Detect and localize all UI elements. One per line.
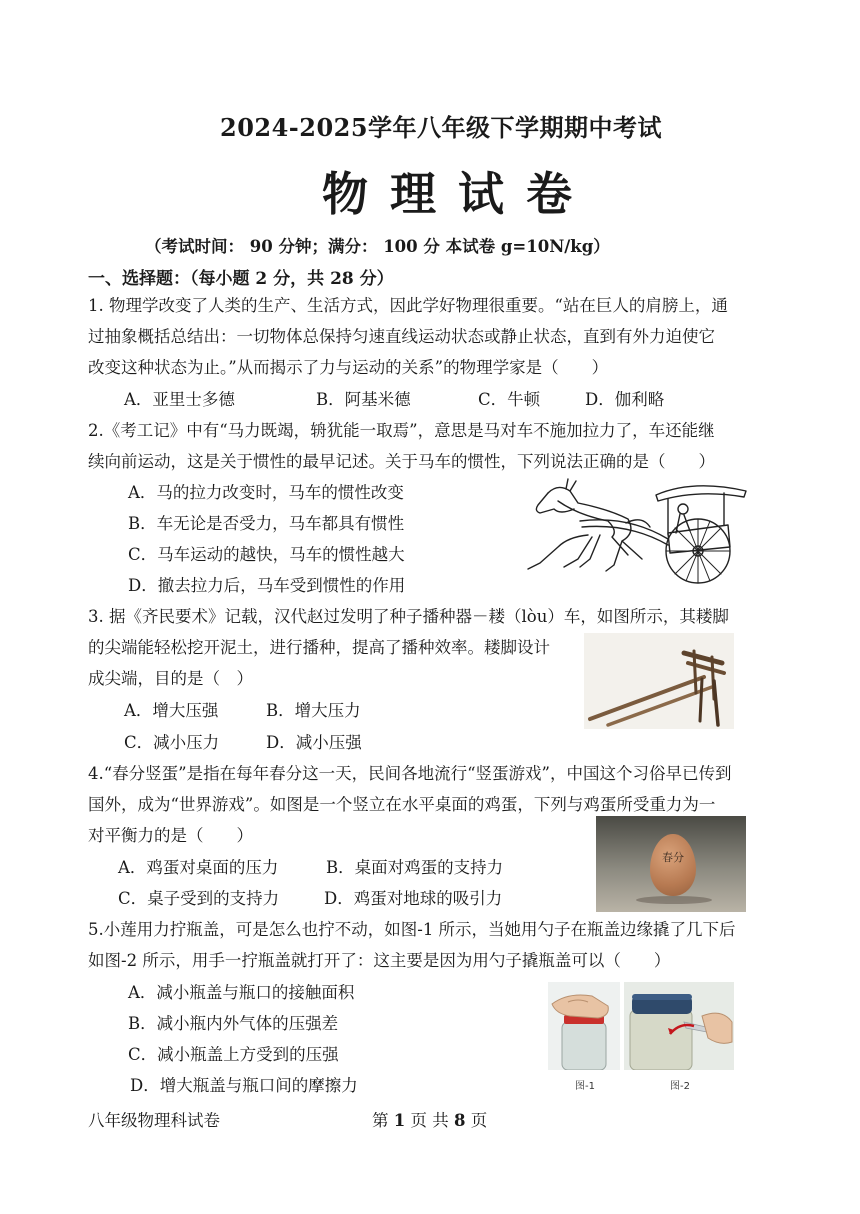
q4-line-3: 对平衡力的是（ ） — [88, 826, 253, 845]
page-total: 8 — [453, 1111, 466, 1130]
horse-carriage-illustration — [518, 475, 750, 587]
section-title: 一、选择题：（每小题 2 分，共 28 分） — [88, 269, 394, 289]
q3-line-3: 成尖端，目的是（ ） — [88, 669, 253, 688]
q3-option-c[interactable]: C．减小压力 — [124, 733, 220, 752]
q1-line-2: 过抽象概括总结出：一切物体总保持匀速直线运动状态或静止状态，直到有外力迫使它 — [88, 327, 715, 346]
q3-line-2: 的尖端能轻松挖开泥土，进行播种，提高了播种效率。耧脚设计 — [88, 638, 550, 657]
q2-line-2: 续向前运动，这是关于惯性的最早记述。关于马车的惯性，下列说法正确的是（ ） — [88, 452, 715, 471]
q2-option-a[interactable]: A．马的拉力改变时，马车的惯性改变 — [128, 483, 404, 502]
page-middle: 页 共 — [410, 1111, 449, 1130]
q4-option-a[interactable]: A．鸡蛋对桌面的压力 — [118, 858, 279, 877]
q2-option-b[interactable]: B．车无论是否受力，马车都具有惯性 — [128, 514, 405, 533]
seed-drill-photo — [584, 633, 734, 729]
q4-option-c[interactable]: C．桌子受到的支持力 — [118, 889, 280, 908]
exam-title: 2024-2025学年八年级下学期期中考试 — [220, 113, 663, 142]
subject-title: 物理试卷 — [322, 167, 594, 221]
q3-option-a[interactable]: A．增大压强 — [124, 701, 219, 720]
standing-egg-photo — [596, 816, 746, 912]
q3-option-b[interactable]: B．增大压力 — [266, 701, 361, 720]
q4-line-1: 4.“春分竖蛋”是指在每年春分这一天，民间各地流行“竖蛋游戏”，中国这个习俗早已传到 — [88, 764, 732, 783]
page-prefix: 第 — [372, 1111, 389, 1130]
egg-text: 春分 — [662, 851, 684, 864]
q5-option-c[interactable]: C．减小瓶盖上方受到的压强 — [128, 1045, 339, 1064]
q5-option-b[interactable]: B．减小瓶内外气体的压强差 — [128, 1014, 339, 1033]
q1-option-b[interactable]: B．阿基米德 — [316, 390, 411, 409]
q1-option-c[interactable]: C．牛顿 — [478, 390, 541, 409]
q2-option-d[interactable]: D．撤去拉力后，马车受到惯性的作用 — [128, 576, 406, 595]
q1-option-d[interactable]: D．伽利略 — [585, 390, 665, 409]
q2-option-c[interactable]: C．马车运动的越快，马车的惯性越大 — [128, 545, 405, 564]
q1-option-a[interactable]: A．亚里士多德 — [124, 390, 235, 409]
jar-figure-2 — [624, 982, 734, 1070]
q2-line-1: 2.《考工记》中有“马力既竭，辀犹能一取焉”，意思是马对车不施加拉力了，车还能继 — [88, 421, 715, 440]
egg — [650, 834, 696, 896]
q5-option-a[interactable]: A．减小瓶盖与瓶口的接触面积 — [128, 983, 355, 1002]
q5-line-2: 如图-2 所示，用手一拧瓶盖就打开了：这主要是因为用勺子撬瓶盖可以（ ） — [88, 951, 671, 970]
egg-shadow — [636, 896, 712, 904]
q4-option-b[interactable]: B．桌面对鸡蛋的支持力 — [326, 858, 504, 877]
jar-figure-1 — [548, 982, 620, 1070]
q3-option-d[interactable]: D．减小压强 — [266, 733, 362, 752]
q5-option-d[interactable]: D．增大瓶盖与瓶口间的摩擦力 — [130, 1076, 358, 1095]
q1-line-3: 改变这种状态为止。”从而揭示了力与运动的关系”的物理学家是（ ） — [88, 358, 609, 377]
page-suffix: 页 — [470, 1111, 488, 1130]
exam-info: （考试时间： 90 分钟；满分： 100 分 本试卷 g=10N/kg） — [145, 237, 610, 256]
fig-2-label: 图-2 — [670, 1081, 690, 1092]
page-indicator — [372, 1111, 487, 1131]
q4-line-2: 国外，成为“世界游戏”。如图是一个竖立在水平桌面的鸡蛋，下列与鸡蛋所受重力为一 — [88, 795, 716, 814]
q1-line-1: 1. 物理学改变了人类的生产、生活方式，因此学好物理很重要。“站在巨人的肩膀上，通 — [88, 296, 728, 315]
q4-option-d[interactable]: D．鸡蛋对地球的吸引力 — [324, 889, 503, 908]
page-number: 1 — [393, 1111, 406, 1130]
q3-line-1: 3. 据《齐民要术》记载，汉代赵过发明了种子播种器－耧（lòu）车，如图所示，其耧脚 — [88, 607, 729, 626]
q5-line-1: 5.小莲用力拧瓶盖，可是怎么也拧不动，如图-1 所示，当她用勺子在瓶盖边缘撬了几下后 — [88, 920, 736, 939]
fig-1-label: 图-1 — [575, 1081, 595, 1092]
footer-subject: 八年级物理科试卷 — [88, 1111, 220, 1130]
